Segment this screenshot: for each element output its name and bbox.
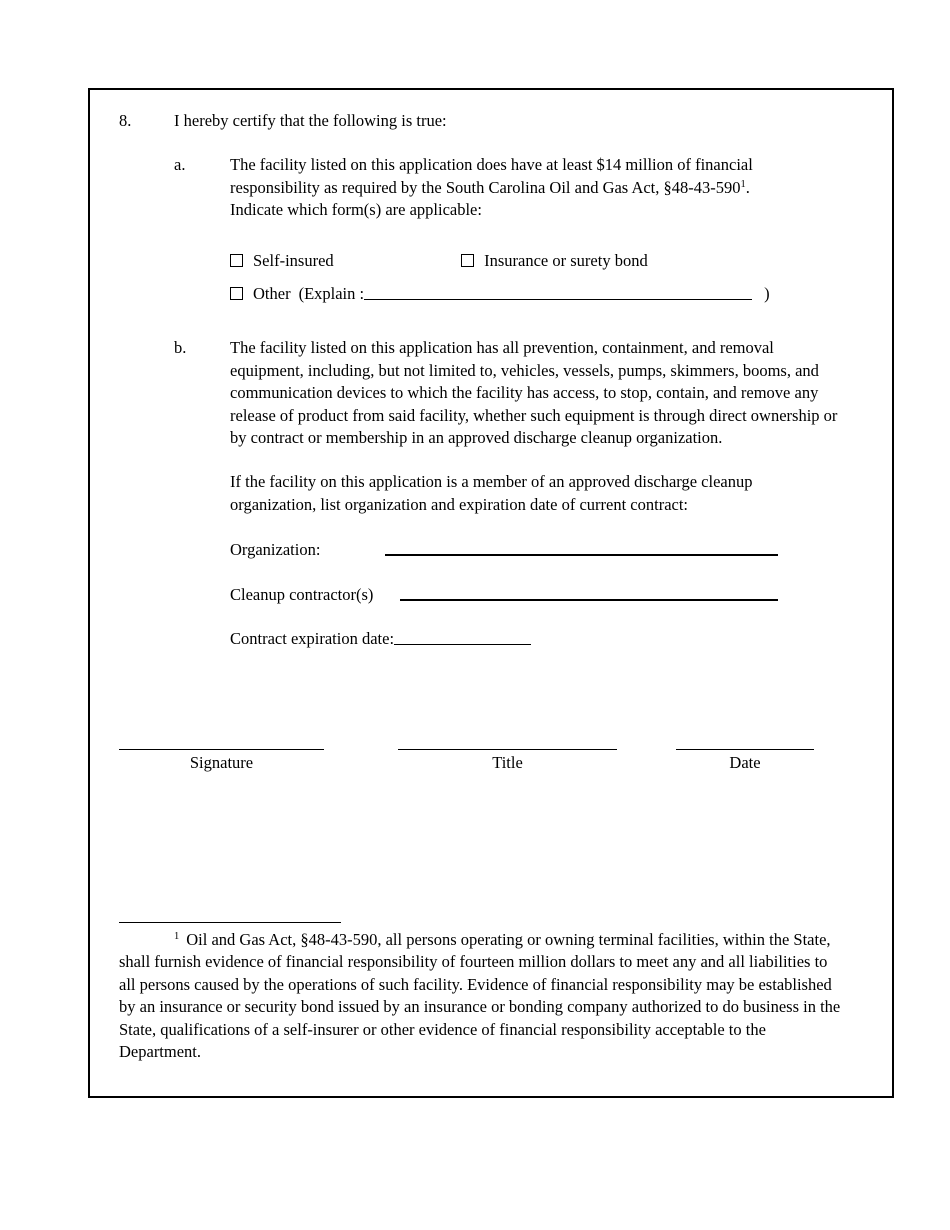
footnote-body: Oil and Gas Act, §48-43-590, all persons operating or owning terminal facilities, within the State, shall furnish evidence of financial responsibility of fourteen million dollars to meet any and all liabilities to all persons caused by the operations of such facility. Evidence of financial responsibility may be established by an insurance or security bond issued by an insurance or bonding company authorized to do business in the State, qualifications of a self-insurer or other evidence of financial responsibility acceptable to the Department.: [119, 929, 841, 1061]
organization-label: Organization:: [230, 540, 321, 560]
title-line[interactable]: [398, 749, 617, 750]
date-line[interactable]: [676, 749, 814, 750]
certification-statement: [119, 110, 848, 132]
certification-text: I hereby certify that the following is true:: [174, 111, 447, 130]
contract-expiration-field: [230, 628, 842, 650]
checkbox-row-2: [230, 283, 842, 305]
organization-field: [230, 539, 842, 561]
cleanup-contractors-label: Cleanup contractor(s): [230, 584, 374, 604]
insurance-surety-bond-option: [461, 250, 648, 272]
other-checkbox[interactable]: [230, 287, 243, 300]
signature-line[interactable]: [119, 749, 324, 750]
document-page: [88, 88, 894, 1098]
cleanup-contractors-line[interactable]: [400, 597, 778, 601]
item-b-paragraph-2: If the facility on this application is a member of an approved discharge cleanup organization, list organization and expiration date of current contract:: [230, 472, 753, 514]
item-b-letter: b.: [174, 338, 187, 358]
organization-line[interactable]: [385, 552, 778, 556]
other-label: Other: [253, 284, 291, 304]
title-field: [398, 749, 617, 774]
footnote-text: [119, 929, 848, 1063]
item-a-indicate-text: Indicate which form(s) are applicable:: [230, 200, 482, 220]
item-a-period: .: [745, 177, 750, 197]
insurance-surety-bond-checkbox[interactable]: [461, 254, 474, 267]
checkbox-row-1: [230, 250, 842, 272]
date-field: [676, 749, 814, 774]
signature-field: [119, 749, 324, 774]
item-a: [174, 154, 848, 305]
contract-expiration-line[interactable]: [394, 641, 531, 645]
signature-label: Signature: [189, 752, 254, 772]
item-b: [174, 337, 848, 650]
item-a-letter: a.: [174, 155, 186, 175]
signature-block: [119, 749, 848, 774]
footnote-marker: 1: [174, 930, 180, 942]
explain-close-paren: ): [764, 284, 770, 304]
item-a-paragraph: [230, 154, 842, 221]
explain-label: (Explain :: [298, 284, 365, 304]
item-8-number: 8.: [119, 111, 132, 130]
title-label: Title: [492, 752, 523, 772]
self-insured-option: [230, 250, 457, 272]
item-b-paragraph-1: The facility listed on this application has all prevention, containment, and removal equipment, including, but not limited to, vehicles, vessels, pumps, skimmers, booms, and communication devices to which the facility has access, to stop, contain, and remove any release of product from said facility, whether such equipment is through direct ownership or by contract or membership in an approved discharge cleanup organization.: [230, 338, 838, 448]
self-insured-label: Self-insured: [253, 250, 334, 270]
insurance-surety-bond-label: Insurance or surety bond: [484, 250, 648, 270]
footnote-reference: 1: [740, 178, 746, 190]
date-label: Date: [729, 752, 761, 772]
self-insured-checkbox[interactable]: [230, 254, 243, 267]
contract-expiration-label: Contract expiration date:: [230, 629, 395, 649]
cleanup-contractors-field: [230, 584, 842, 606]
other-explain-line[interactable]: [364, 296, 752, 300]
item-a-text: The facility listed on this application does have at least $14 million of financial responsibility as required by the South Carolina Oil and Gas Act, §48-43-590: [230, 155, 753, 197]
footnote-separator: [119, 922, 341, 923]
